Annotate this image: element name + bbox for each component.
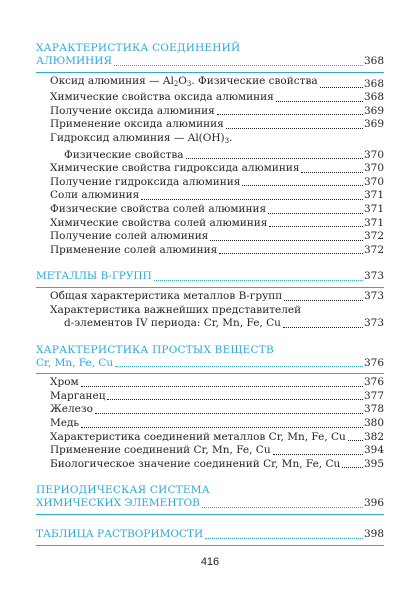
dot-leader [273,454,363,455]
toc-entry-heading[interactable] [36,357,384,371]
entry-title: Медь [50,417,80,430]
table-of-contents [36,42,384,559]
dot-leader [283,327,363,328]
dot-leader [284,300,363,301]
entry-title: Оксид алюминия — $Al_2O_3$. Физические свойства [50,74,318,88]
dot-leader [320,87,363,88]
toc-entry[interactable] [50,230,384,244]
section-heading: ХАРАКТЕРИСТИКА СОЕДИНЕНИЙ [36,42,241,54]
dot-leader [242,185,363,186]
dot-leader [95,413,363,414]
dot-leader [154,280,363,281]
page-ref: 395 [363,457,384,470]
toc-items [36,376,384,471]
page-ref: 369 [363,104,384,117]
toc-section-solubility-table [36,528,384,546]
entry-title: Общая характеристика металлов В-групп [50,289,283,302]
dot-leader [342,467,363,468]
page-ref: 369 [363,118,384,131]
entry-title: Получение оксида алюминия [50,104,215,117]
toc-section-b-group-metals [36,270,384,330]
toc-entry[interactable] [50,176,384,190]
dot-leader [210,240,363,241]
entry-title-line1: Характеристика важнейших представителей [50,303,302,316]
toc-items [36,290,384,304]
page-ref: 378 [363,403,384,416]
toc-entry[interactable] [50,91,384,105]
toc-entry[interactable] [50,162,384,176]
entry-title: Марганец [50,389,106,402]
entry-title: Хром [50,376,79,389]
toc-entry[interactable] [36,149,384,163]
section-heading-cont: АЛЮМИНИЯ [36,55,112,67]
dot-leader [269,226,363,227]
entry-title: Железо [50,403,93,416]
dot-leader [219,253,363,254]
page-number: 416 [200,556,220,568]
section-heading: ТАБЛИЦА РАСТВОРИМОСТИ [36,528,204,541]
toc-entry[interactable] [50,105,384,119]
section-rule [36,287,384,288]
entry-title: Химические свойства солей алюминия [50,216,268,229]
section-heading-cont: Cr, Mn, Fe, Cu [36,356,114,369]
toc-entry[interactable] [50,290,384,304]
page-ref: 368 [363,91,384,104]
entry-title: Химические свойства оксида алюминия [50,91,274,104]
page-ref: 368 [363,55,384,67]
entry-title: Применение оксида алюминия [50,118,224,131]
dot-leader [81,386,363,387]
toc-entry[interactable] [50,376,384,390]
entry-title-line1: Гидроксид алюминия — $Al(OH)_3$. [50,131,233,145]
dot-leader [202,507,363,508]
toc-entry[interactable] [50,403,384,417]
toc-section-aluminium-compounds [36,42,384,257]
toc-entry[interactable] [50,189,384,203]
dot-leader [205,538,363,539]
toc-entry[interactable] [50,390,384,404]
page-ref: 398 [363,528,384,541]
section-rule [36,514,384,515]
toc-entry[interactable] [50,431,384,445]
toc-entry[interactable] [50,203,384,217]
page-ref: 371 [363,189,384,202]
section-heading-cont: ХИМИЧЕСКИХ ЭЛЕМЕНТОВ [36,497,200,510]
page-ref: 373 [363,270,384,283]
toc-entry-heading[interactable] [36,55,384,69]
dot-leader [276,101,363,102]
toc-section-simple-substances [36,344,384,472]
page-ref: 373 [363,317,384,330]
page-ref: 372 [363,243,384,256]
page-ref: 396 [363,497,384,510]
page-ref: 376 [363,356,384,369]
dot-leader [226,128,363,129]
entry-title: Применение соединений Cr, Mn, Fe, Cu [50,444,271,457]
section-rule [36,72,384,73]
section-heading: МЕТАЛЛЫ В-ГРУПП [36,270,152,283]
section-rule [36,545,384,546]
page-ref: 394 [363,444,384,457]
entry-title: Получение гидроксида алюминия [50,175,241,188]
dot-leader [81,427,363,428]
toc-entry[interactable] [50,244,384,258]
page-ref: 376 [363,376,384,389]
page-ref: 370 [363,162,384,175]
entry-title: Химические свойства гидроксида алюминия [50,162,300,175]
entry-title: Характеристика соединений металлов Cr, Mn, Fe, Cu [50,430,346,443]
entry-title: Физические свойства солей алюминия [50,202,267,215]
toc-section-periodic-system [36,484,384,515]
dot-leader [186,158,363,159]
dot-leader [114,65,363,66]
dot-leader [268,213,363,214]
section-heading: ХАРАКТЕРИСТИКА ПРОСТЫХ ВЕЩЕСТВ [36,343,274,356]
page-ref: 380 [363,417,384,430]
page-ref: 371 [363,216,384,229]
toc-entry[interactable] [50,75,384,92]
toc-entry-heading[interactable] [36,497,384,511]
page-ref: 370 [363,175,384,188]
dot-leader [107,399,362,400]
page-ref: 368 [363,77,384,90]
entry-title: Применение солей алюминия [50,243,218,256]
dot-leader [348,440,363,441]
entry-title: Получение солей алюминия [50,230,209,243]
page-ref: 373 [363,289,384,302]
page-ref: 372 [363,230,384,243]
entry-title: Биологическое значение соединений Cr, Mn, Fe, Cu [50,457,341,470]
toc-entry[interactable] [36,317,384,331]
toc-items [36,162,384,257]
page-ref: 370 [363,148,384,161]
entry-title-line2: Физические свойства [64,148,184,161]
entry-title: Соли алюминия [50,189,140,202]
section-rule [36,373,384,374]
dot-leader [141,199,363,200]
toc-entry[interactable] [50,118,384,132]
toc-entry[interactable] [50,458,384,472]
toc-entry[interactable] [50,217,384,231]
dot-leader [301,172,362,173]
page-ref: 371 [363,202,384,215]
dot-leader [217,114,363,115]
page-ref: 382 [363,430,384,443]
toc-entry-heading[interactable] [36,528,384,542]
toc-entry[interactable] [50,444,384,458]
toc-entry-heading[interactable] [36,270,384,284]
toc-entry[interactable] [50,417,384,431]
entry-title-line2: d-элементов IV периода: Cr, Mn, Fe, Cu [64,317,281,330]
dot-leader [115,366,363,367]
page-ref: 377 [363,389,384,402]
toc-items [36,75,384,132]
section-heading: ПЕРИОДИЧЕСКАЯ СИСТЕМА [36,484,210,497]
